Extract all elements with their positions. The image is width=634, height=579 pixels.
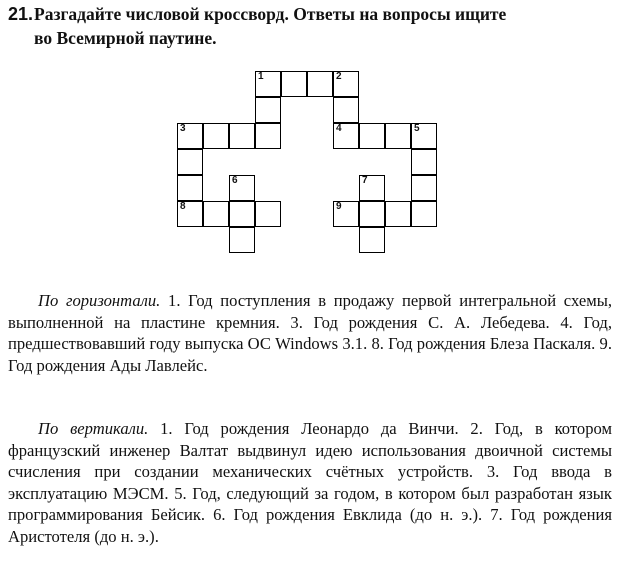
clues-horizontal-text: 1. Год поступления в продажу первой интегральной схемы, выполненной на пластине кремния. 3. Год рождения С. А. Лебедева. 4. Год, предшествовавший году выпуска ОС Windows 3.1. 8. Год рождения Блеза Паскаля. 9. Год рождения Ады Лавлейс. bbox=[8, 291, 612, 375]
crossword-cell-number: 9 bbox=[336, 201, 342, 212]
crossword-cell-number: 4 bbox=[336, 123, 342, 134]
crossword-cell-number: 3 bbox=[180, 123, 186, 134]
crossword-cell bbox=[203, 123, 229, 149]
crossword-cell bbox=[333, 201, 359, 227]
clues-horizontal bbox=[8, 290, 612, 376]
crossword-cell bbox=[411, 149, 437, 175]
task-number: 21. bbox=[8, 4, 34, 24]
crossword-cell bbox=[333, 71, 359, 97]
crossword-cell bbox=[255, 71, 281, 97]
crossword-cell bbox=[359, 201, 385, 227]
crossword-cell bbox=[333, 123, 359, 149]
task-text-line-1: Разгадайте числовой кроссворд. Ответы на вопросы ищите bbox=[34, 4, 507, 24]
crossword-cell bbox=[255, 201, 281, 227]
crossword-cell bbox=[255, 123, 281, 149]
crossword-cell bbox=[229, 227, 255, 253]
task-text-line-2: во Всемирной паутине. bbox=[34, 28, 217, 48]
crossword-cell bbox=[281, 71, 307, 97]
crossword-cell bbox=[177, 201, 203, 227]
crossword-cell bbox=[359, 227, 385, 253]
crossword-cell bbox=[411, 123, 437, 149]
crossword-cell bbox=[385, 201, 411, 227]
crossword-cell-number: 5 bbox=[414, 123, 420, 134]
crossword-cell bbox=[385, 123, 411, 149]
crossword-cell bbox=[333, 97, 359, 123]
crossword-cell bbox=[359, 175, 385, 201]
crossword-cell bbox=[229, 201, 255, 227]
clues-vertical-heading: По вертикали. bbox=[38, 419, 149, 438]
crossword-cell bbox=[255, 97, 281, 123]
crossword-cell bbox=[411, 175, 437, 201]
crossword-cell bbox=[177, 175, 203, 201]
crossword-cell-number: 1 bbox=[258, 71, 264, 82]
crossword-cell-number: 8 bbox=[180, 201, 186, 212]
crossword-cell bbox=[177, 123, 203, 149]
crossword-cell bbox=[177, 149, 203, 175]
clues-vertical bbox=[8, 418, 612, 547]
crossword-cell bbox=[359, 123, 385, 149]
clues-horizontal-heading: По горизонтали. bbox=[38, 291, 161, 310]
crossword-cell-number: 7 bbox=[362, 175, 368, 186]
crossword-cell bbox=[229, 175, 255, 201]
crossword-cell bbox=[411, 201, 437, 227]
crossword-cell-number: 6 bbox=[232, 175, 238, 186]
crossword-cell-number: 2 bbox=[336, 71, 342, 82]
crossword-cell bbox=[307, 71, 333, 97]
clues-vertical-text: 1. Год рождения Леонардо да Винчи. 2. Год, в котором французский инженер Валтат выдвинул идею использования двоичной системы счисления при создании механических счётных устройств. 3. Год ввода в эксплуатацию МЭСМ. 5. Год, следующий за годом, в котором был разработан язык программирования Бейсик. 6. Год рождения Евклида (до н. э.). 7. Год рождения Аристотеля (до н. э.). bbox=[8, 419, 612, 546]
crossword-cell bbox=[229, 123, 255, 149]
crossword-cell bbox=[203, 201, 229, 227]
